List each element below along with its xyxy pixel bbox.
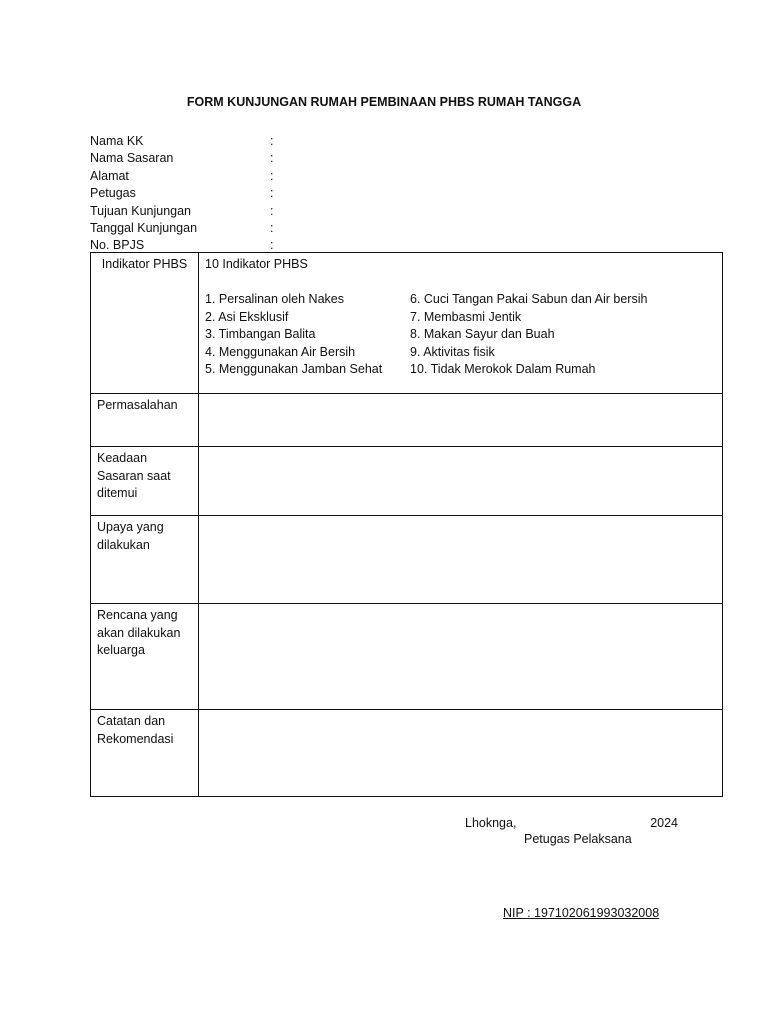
table-row-rencana xyxy=(91,604,723,710)
keadaan-sasaran-entry-cell[interactable] xyxy=(199,447,723,516)
upaya-entry-cell[interactable] xyxy=(199,516,723,604)
upaya-label: Upaya yang dilakukan xyxy=(97,520,164,552)
permasalahan-entry-cell[interactable] xyxy=(199,394,723,447)
indikator-heading: 10 Indikator PHBS xyxy=(205,257,308,271)
indikator-content-cell xyxy=(199,253,723,394)
identity-colon: : xyxy=(270,134,274,148)
list-item: 4. Menggunakan Air Bersih xyxy=(205,344,356,359)
keadaan-sasaran-label: Keadaan Sasaran saat ditemui xyxy=(97,451,171,500)
identity-label: Alamat xyxy=(90,168,129,183)
section-label-cell xyxy=(91,447,199,516)
identity-label: Nama KK xyxy=(90,134,144,148)
indikator-list-right xyxy=(410,291,647,379)
identity-label: Nama Sasaran xyxy=(90,151,174,166)
rencana-entry-cell[interactable] xyxy=(199,604,723,710)
identity-row-nama-sasaran xyxy=(90,150,330,167)
identity-colon: : xyxy=(270,203,274,218)
indikator-list-left xyxy=(205,291,382,379)
identity-row-tanggal-kunjungan xyxy=(90,220,330,237)
page-title: FORM KUNJUNGAN RUMAH PEMBINAAN PHBS RUMAH TANGGA xyxy=(186,95,582,109)
visit-form-table xyxy=(90,252,723,797)
catatan-entry-cell[interactable] xyxy=(199,710,723,797)
permasalahan-label: Permasalahan xyxy=(97,398,178,412)
identity-row-alamat xyxy=(90,168,330,185)
identity-row-tujuan-kunjungan xyxy=(90,203,330,220)
list-item: 2. Asi Eksklusif xyxy=(205,309,289,324)
signer-title: Petugas Pelaksana xyxy=(524,832,632,846)
indikator-label-cell xyxy=(91,253,199,394)
list-item: 7. Membasmi Jentik xyxy=(410,309,522,324)
identity-colon: : xyxy=(270,220,274,235)
section-label-cell xyxy=(91,516,199,604)
list-item: 10. Tidak Merokok Dalam Rumah xyxy=(410,362,596,376)
identity-row-petugas xyxy=(90,185,330,202)
list-item: 9. Aktivitas fisik xyxy=(410,344,495,359)
identity-colon: : xyxy=(270,168,274,183)
table-row-catatan xyxy=(91,710,723,797)
catatan-label: Catatan dan Rekomendasi xyxy=(97,714,174,746)
list-item: 8. Makan Sayur dan Buah xyxy=(410,327,555,341)
indikator-label: Indikator PHBS xyxy=(101,257,188,271)
section-label-cell xyxy=(91,604,199,710)
list-item: 5. Menggunakan Jamban Sehat xyxy=(205,362,383,376)
identity-label: No. BPJS xyxy=(90,238,145,253)
table-row-indikator xyxy=(91,253,723,394)
table-row-keadaan-sasaran xyxy=(91,447,723,516)
section-label-cell xyxy=(91,394,199,447)
rencana-label: Rencana yang akan dilakukan keluarga xyxy=(97,608,181,657)
indikator-list xyxy=(205,291,716,379)
table-row-upaya xyxy=(91,516,723,604)
identity-label: Petugas xyxy=(90,186,136,201)
identity-label: Tanggal Kunjungan xyxy=(90,220,198,235)
section-label-cell xyxy=(91,710,199,797)
table-row-permasalahan xyxy=(91,394,723,447)
signer-nip: NIP : 197102061993032008 xyxy=(503,906,660,920)
identity-colon: : xyxy=(270,151,274,166)
identity-colon: : xyxy=(270,238,274,253)
list-item: 1. Persalinan oleh Nakes xyxy=(205,292,344,306)
signature-year: 2024 xyxy=(650,816,678,830)
identity-label: Tujuan Kunjungan xyxy=(90,203,192,218)
identity-fields xyxy=(90,133,330,255)
identity-colon: : xyxy=(270,186,274,201)
list-item: 6. Cuci Tangan Pakai Sabun dan Air bersih xyxy=(410,292,648,306)
identity-row-nama-kk xyxy=(90,133,330,150)
list-item: 3. Timbangan Balita xyxy=(205,327,316,341)
signature-place: Lhoknga, xyxy=(465,816,517,830)
